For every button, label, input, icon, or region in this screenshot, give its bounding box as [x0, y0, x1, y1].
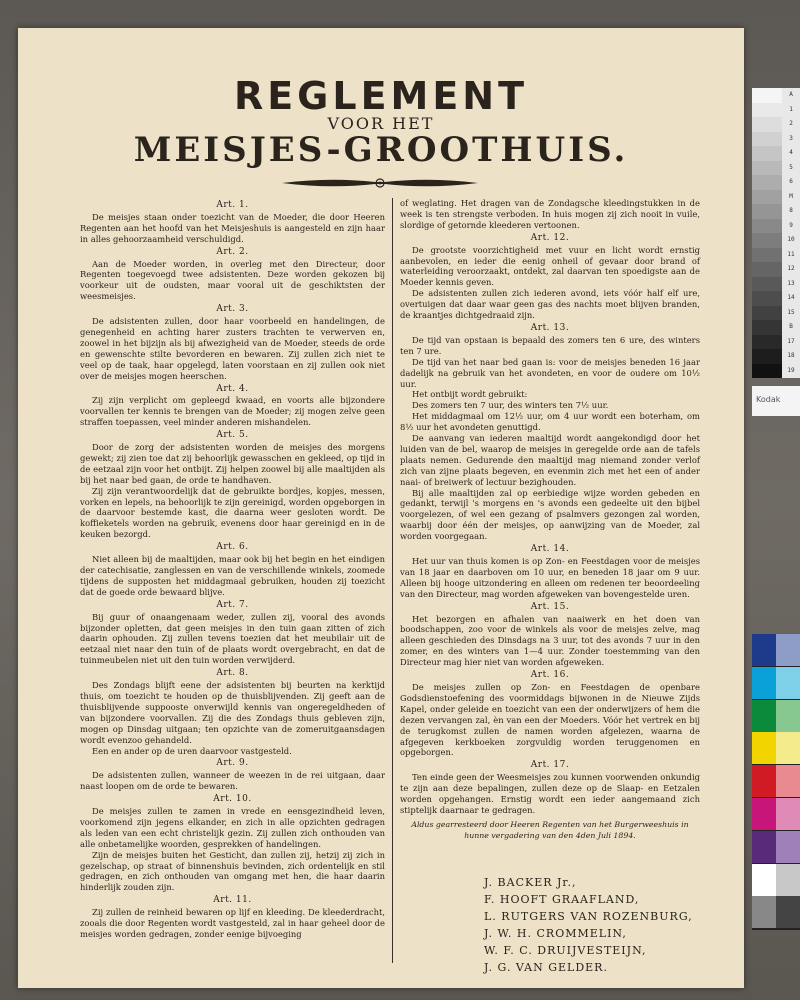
gray-patch	[752, 248, 782, 263]
signers-list	[484, 874, 693, 976]
color-swatch	[752, 864, 776, 896]
gray-patch	[752, 175, 782, 190]
article-heading: Art. 3.	[216, 304, 249, 315]
gray-patch	[752, 233, 782, 248]
article-paragraph: Zij zullen de reinheid bewaren op lijf en kleeding. De kleederdracht, zooals die door Regenten wordt vastgesteld, zal in haar geheel door de meisjes worden gedragen, zonder eenige bijvoeging	[80, 907, 385, 939]
color-swatch	[752, 700, 776, 732]
ruler-label: 19	[787, 366, 795, 374]
article-paragraph: Het middagmaal om 12½ uur, om 4 uur wordt een boterham, om 8½ uur het avondeten genuttigd.	[400, 411, 700, 433]
article-paragraph: Zijn de meisjes buiten het Gesticht, dan zullen zij, hetzij zij zich in gezelschap, op straat of binnenshuis bevinden, zich ordentelijk en stil gedragen, en zich onthouden van omgang met hen, die haar daarin hinderlijk zouden zijn.	[80, 849, 385, 893]
article-heading: Art. 1.	[216, 200, 249, 210]
article-paragraph: Niet alleen bij de maaltijden, maar ook bij het begin en het eindigen der catechisatie, zanglessen en van de verschillende winkels, zoomede tijdens de supposten het middagmaal gebruiken, houden zij toezicht dat de goede orde bewaard blijve.	[80, 554, 385, 597]
gray-patch	[752, 320, 782, 335]
page-title-main: MEISJES-GROOTHUIS.	[133, 130, 629, 170]
article-paragraph: of weglating. Het dragen van de Zondagsche kleedingstukken in de week is ten strengste verboden. In huis mogen zij zich nooit in vuile, slordige of getornde kleederen vertoonen.	[400, 198, 700, 230]
article-paragraph: De aanvang van iederen maaltijd wordt aangekondigd door het luiden van de bel, waarop de meisjes in geregelde orde aan de tafels plaats nemen. Gedurende den maaltijd mag niemand zonder verlof zich van zijne plaats begeven, en evenmin zich met het een of ander naai- of breiwerk of lectuur bezighouden.	[400, 433, 700, 487]
ruler-label: 1	[789, 105, 793, 113]
article-paragraph: Aan de Moeder worden, in overleg met den Directeur, door Regenten toegevoegd twee adsistenten. Deze worden gekozen bij voorkeur uit de oudsten, maar vooral uit de geschiktsten der weesmeisjes.	[80, 258, 385, 302]
gray-patch	[752, 277, 782, 292]
gray-patch	[752, 117, 782, 132]
color-swatch	[776, 634, 800, 666]
ruler-label: 14	[787, 294, 795, 301]
article-heading: Art. 6.	[216, 542, 249, 553]
article-paragraph: Zij zijn verplicht om gepleegd kwaad, en voorts alle bijzondere voorvallen ter kennis te brengen van de Moeder; zij mogen zelve geen straffen toepassen, veel minder anderen mishandelen.	[80, 395, 385, 428]
ruler-label: 5	[789, 163, 793, 171]
color-swatch	[752, 831, 776, 863]
signer-name: J. BACKER Jr.,	[484, 876, 577, 889]
gray-patch	[752, 291, 782, 306]
ruler-label: 18	[787, 352, 795, 359]
article-heading: Art. 2.	[216, 246, 249, 257]
color-swatch	[776, 667, 800, 699]
article-paragraph: De meisjes zullen te zamen in vrede en eensgezindheid leven, voorkomend zijn jegens elkander, en zich in alle opzichten gedragen als leden van een echt christelijk gezin. Zij zullen zich onthouden van alle onbetamelijke woorden, gesprekken of handelingen.	[80, 806, 385, 849]
color-swatch	[776, 700, 800, 732]
color-swatch	[752, 896, 776, 928]
label-block	[752, 386, 800, 416]
article-paragraph: Bij guur of onaangenaam weder, zullen zij, vooral des avonds bijzonder opletten, dat geen meisjes in den tuin gaan zitten of zich daarin ophouden. Zij zullen tevens toezien dat het meubilair uit de eetzaal niet naar den tuin of de plaats wordt overgebracht, en dat de tuinmeubelen niet uit den tuin worden verwijderd.	[80, 611, 385, 666]
page-title: REGLEMENT	[233, 74, 529, 118]
color-swatch	[776, 765, 800, 797]
article-paragraph: Het bezorgen en afhalen van naaiwerk en het doen van boodschappen, zoo voor de winkels als voor de meisjes zelve, mag alleen geschieden des Dinsdags na 3 uur, tot des avonds 7 uur in den zomer, en des winters van 1—4 uur. Zonder toestemming van den Directeur mag hier niet van worden afgeweken.	[400, 613, 700, 668]
article-paragraph: Het uur van thuis komen is op Zon- en Feestdagen voor de meisjes van 18 jaar en daarboven om 10 uur, en beneden 18 jaar om 9 uur. Alleen bij hooge uitzondering en alleen om redenen ter beoordeeling van den Directeur, mag worden afgeweken van bovengestelde uren.	[400, 556, 700, 599]
ruler	[782, 88, 800, 378]
article-paragraph: De adsistenten zullen, wanneer de weezen in de rei uitgaan, daar naast loopen om de orde te bewaren.	[80, 770, 385, 792]
gray-patch	[752, 335, 782, 350]
article-paragraph: Zij zijn verantwoordelijk dat de gebruikte bordjes, kopjes, messen, vorken en lepels, na behoorlijk te zijn gereinigd, worden opgeborgen in de daarvoor bestemde kast, die daarna weer gesloten wordt. De koffieketels worden na gebruik, evenens door haar gereinigd en in de keuken bezorgd.	[80, 485, 385, 540]
article-paragraph: De grootste voorzichtigheid met vuur en licht wordt ernstig aanbevolen, en ieder die eenig onheil of gevaar door brand of waterleiding veroorzaakt, ontdekt, zal daarvan ten spoedigste aan de Moeder kennis geven.	[400, 244, 700, 288]
gray-patch	[752, 204, 782, 219]
gray-patch	[752, 161, 782, 176]
article-heading: Art. 12.	[530, 232, 570, 243]
page-subtitle: VOOR HET	[327, 114, 435, 133]
article-heading: Art. 14.	[530, 544, 570, 555]
gray-patch	[752, 132, 782, 147]
article-heading: Art. 15.	[530, 601, 570, 612]
color-swatch	[752, 798, 776, 830]
signer-name: J. W. H. CROMMELIN,	[484, 927, 627, 940]
article-paragraph: Een en ander op de uren daarvoor vastgesteld.	[92, 745, 292, 756]
article-paragraph: Door de zorg der adsistenten worden de meisjes des morgens gewekt; zij zien toe dat zij behoorlijk gewasschen en gekleed, op tijd in de eetzaal zijn voor het ontbijt. Zij helpen zoowel bij alle maaltijden als bij het naar bed gaan, de orde te handhaven.	[80, 442, 385, 485]
ruler-label: 11	[787, 250, 795, 258]
color-swatch	[776, 831, 800, 863]
article-paragraph: De meisjes staan onder toezicht van de Moeder, die door Heeren Regenten aan het hoofd van het Meisjeshuis is aangesteld en zijn haar in alles gehoorzaamheid verschuldigd.	[80, 211, 385, 244]
ruler-label: 4	[789, 149, 793, 156]
left-column	[80, 198, 385, 940]
ornament-divider	[280, 176, 480, 190]
signer-name: L. RUTGERS VAN ROZENBURG,	[484, 910, 693, 923]
article-paragraph: Des Zondags blijft eene der adsistenten bij beurten na kerktijd thuis, om toezicht te houden op de thuisblijvenden. Zij geeft aan de thuisblijvende suppooste onverwijld kennis van ongeregeldheden of van bijzondere voorvallen. Zij die des Zondags thuis gebleven zijn, mogen op Dinsdag uitgaan; ten opzichte van de zomeruitgaansdagen wordt evenzoo gehandeld.	[80, 680, 385, 745]
gray-patch	[752, 103, 782, 118]
ruler-label: B	[789, 323, 793, 330]
signer-name: J. G. VAN GELDER.	[484, 961, 608, 974]
right-column	[400, 198, 700, 842]
article-paragraph: Het ontbijt wordt gebruikt:	[412, 389, 528, 400]
article-heading: Art. 11.	[213, 895, 252, 906]
color-card-label: Kodak	[756, 395, 781, 404]
article-heading: Art. 13.	[530, 322, 570, 333]
ruler-label: 9	[789, 221, 793, 229]
article-heading: Art. 9.	[216, 758, 249, 769]
color-swatch	[776, 732, 800, 764]
color-chart	[752, 634, 800, 930]
gray-patch	[752, 190, 782, 205]
ruler-label: 2	[789, 120, 793, 127]
color-swatch	[752, 634, 776, 666]
article-paragraph: De tijd van opstaan is bepaald des zomers ten 6 ure, des winters ten 7 ure.	[400, 334, 700, 356]
column-divider	[392, 198, 393, 963]
ruler-label: 10	[787, 236, 795, 243]
article-heading: Art. 10.	[213, 794, 252, 805]
gray-patch	[752, 349, 782, 364]
article-paragraph: De adsistenten zullen, door haar voorbeeld en handelingen, de genegenheid en achting harer zusters trachten te verwerven en, zoowel in het bijzijn als bij afwezigheid van de Moeder, steeds de orde en gewenschte stilte bevorderen en bewaren. Zij zullen zich niet te veel op de taak, haar opgelegd, laten voorstaan en zij zullen ook niet over de meisjes mogen heerschen.	[80, 316, 385, 381]
gray-patch	[752, 219, 782, 234]
ruler-label: 6	[789, 178, 793, 185]
ruler-label: M	[789, 192, 793, 200]
article-paragraph: De meisjes zullen op Zon- en Feestdagen de openbare Godsdienstoefening des voormiddags bijwonen in de Nieuwe Zijds Kapel, onder geleide en toezicht van een der onderwijzers of hem die dezen vervangen zal, èn van een der Moeders. Vóór het vertrek en bij de terugkomst zullen de namen worden afgelezen, waarna de afgegeven kerkboeken zorgvuldig worden teruggenomen en opgeborgen.	[400, 681, 700, 758]
signer-name: W. F. C. DRUIJVESTEIJN,	[484, 944, 647, 957]
color-swatch	[776, 798, 800, 830]
article-paragraph: De tijd van het naar bed gaan is: voor de meisjes beneden 16 jaar dadelijk na gebruik van het avondeten, en voor de oudere om 10½ uur.	[400, 356, 700, 389]
gray-patch	[752, 364, 782, 379]
article-heading: Art. 16.	[530, 670, 570, 681]
signer-name: F. HOOFT GRAAFLAND,	[484, 893, 640, 906]
color-swatch	[776, 864, 800, 896]
article-heading: Art. 7.	[216, 599, 249, 610]
closing-statement: Aldus gearresteerd door Heeren Regenten van het Burgerweeshuis in hunne vergadering van den 4den Juli 1894.	[411, 819, 689, 840]
gray-patch	[752, 88, 782, 103]
ruler-label: 13	[787, 279, 795, 287]
color-swatch	[752, 732, 776, 764]
ruler-label: 12	[787, 265, 795, 272]
ruler-label: 3	[789, 134, 793, 142]
ruler-label: 8	[789, 207, 793, 214]
poster	[18, 28, 744, 988]
article-paragraph: De adsistenten zullen zich iederen avond, iets vóór half elf ure, overtuigen dat daar waar geen gas des nachts moet blijven branden, de kraantjes dichtgedraaid zijn.	[400, 288, 700, 321]
gray-scale-chart	[752, 88, 800, 378]
article-heading: Art. 17.	[530, 760, 570, 771]
ruler-label: 17	[787, 337, 795, 345]
article-paragraph: Bij alle maaltijden zal op eerbiedige wijze worden gebeden en gedankt, terwijl 's morgens en 's avonds een gedeelte uit den bijbel voorgelezen, of wel een gezang of psalmvers gezongen zal worden, waarbij door één der meisjes, op aanwijzing van de Moeder, zal worden voorgegaan.	[400, 487, 700, 542]
gray-patch	[752, 306, 782, 321]
gray-patch	[752, 262, 782, 277]
article-heading: Art. 4.	[216, 383, 249, 394]
gray-patch	[752, 146, 782, 161]
article-paragraph: Ten einde geen der Weesmeisjes zou kunnen voorwenden onkundig te zijn aan deze bepalingen, zullen deze op de Slaap- en Eetzalen worden opgehangen. Ernstig wordt een ieder aangemaand zich stiptelijk daarnaar te gedragen.	[400, 772, 700, 815]
color-swatch	[752, 765, 776, 797]
ruler-label: 15	[787, 308, 795, 316]
color-swatch	[776, 896, 800, 928]
article-heading: Art. 5.	[216, 430, 249, 441]
color-swatch	[752, 667, 776, 699]
article-heading: Art. 8.	[216, 668, 249, 679]
ruler-label: A	[789, 91, 793, 98]
article-paragraph: Des zomers ten 7 uur, des winters ten 7½ uur.	[412, 400, 609, 411]
